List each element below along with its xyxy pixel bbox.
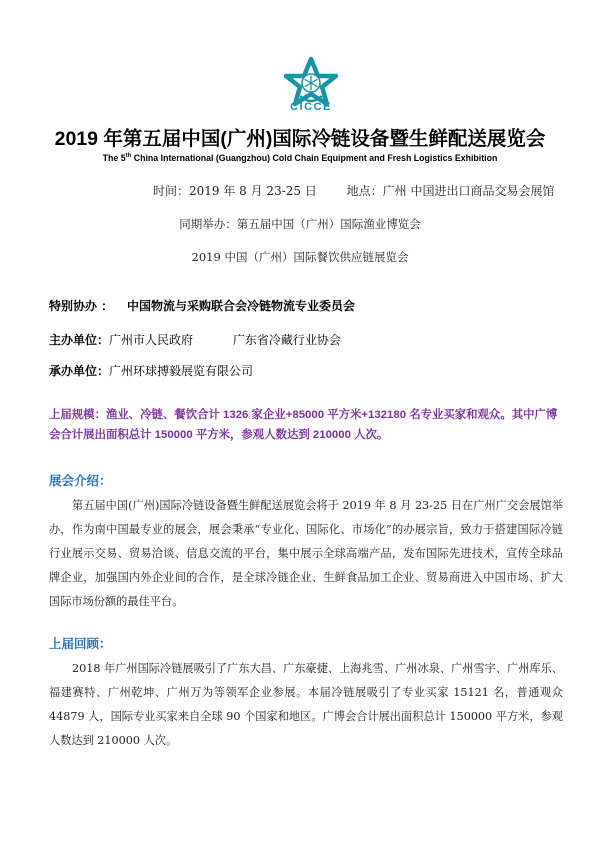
organizer-label: 承办单位：: [49, 364, 110, 378]
organizer-value: 广州环球搏毅展览有限公司: [109, 364, 254, 378]
intro-heading: 展会介绍：: [49, 474, 112, 488]
english-subtitle: The 5th China International (Guangzhou) Cold Chain Equipment and Fresh Logistics Exhibition: [102, 153, 498, 163]
host-label: 主办单位：: [49, 333, 110, 347]
event-venue: 地点：广州 中国进出口商品交易会展馆: [346, 184, 555, 198]
special-label: 特别协办 ：: [49, 299, 114, 313]
date-venue-line: [153, 182, 555, 199]
page-title: 2019 年第五届中国(广州)国际冷链设备暨生鲜配送展览会: [54, 128, 546, 150]
logo-text: CICCE: [290, 101, 332, 113]
concurrent-event-2: 2019 中国（广州）国际餐饮供应链展览会: [191, 250, 409, 264]
intro-body: 第五届中国(广州)国际冷链设备暨生鲜配送展览会将于 2019 年 8 月 23-25 日在广州广交会展馆举办，作为南中国最专业的展会，展会秉承“专业化、国际化、市场化”的办展宗旨，致力于搭建国际冷链行业展示交易、贸易洽谈、信息交流的平台，集中展示全球高端产品，发布国际先进技术，宣传全球品牌企业，加强国内外企业间的合作，是全球冷链企业、生鲜食品加工企业、贸易商进入中国市场、扩大国际市场份额的最佳平台。: [49, 499, 563, 608]
event-time: 时间：2019 年 8 月 23-25 日: [153, 184, 317, 198]
host-value-2: 广东省冷藏行业协会: [232, 333, 341, 347]
organizer-row: [49, 362, 253, 379]
review-heading: 上届回顾：: [49, 637, 112, 651]
review-body: 2018 年广州国际冷链展吸引了广东大昌、广东豪捷、上海兆雪、广州冰泉、广州雪宇、广州库乐、福建赛特、广州乾坤、广州万为等领军企业参展。本届冷链展吸引了专业买家 15121 名，普通观众 44879 人，国际专业买家来自全球 90 个国家和地区。广博会合计展出面积总计 150000 平方米，参观人数达到 210000 人次。: [49, 662, 563, 747]
special-co-organizer-row: [49, 297, 355, 314]
concurrent-event-1: 同期举办：第五届中国（广州）国际渔业博览会: [179, 217, 421, 231]
special-value: 中国物流与采购联合会冷链物流专业委员会: [127, 299, 356, 313]
host-value-1: 广州市人民政府: [109, 333, 194, 347]
cicce-logo-icon: [276, 56, 346, 124]
host-row: [49, 331, 341, 348]
last-scale-text: 上届规模：渔业、冷链、餐饮合计 1326 家企业+85000 平方米+132180 名专业买家和观众。其中广博会合计展出面积总计 150000 平方米，参观人数达到 210000 人次。: [49, 409, 558, 441]
